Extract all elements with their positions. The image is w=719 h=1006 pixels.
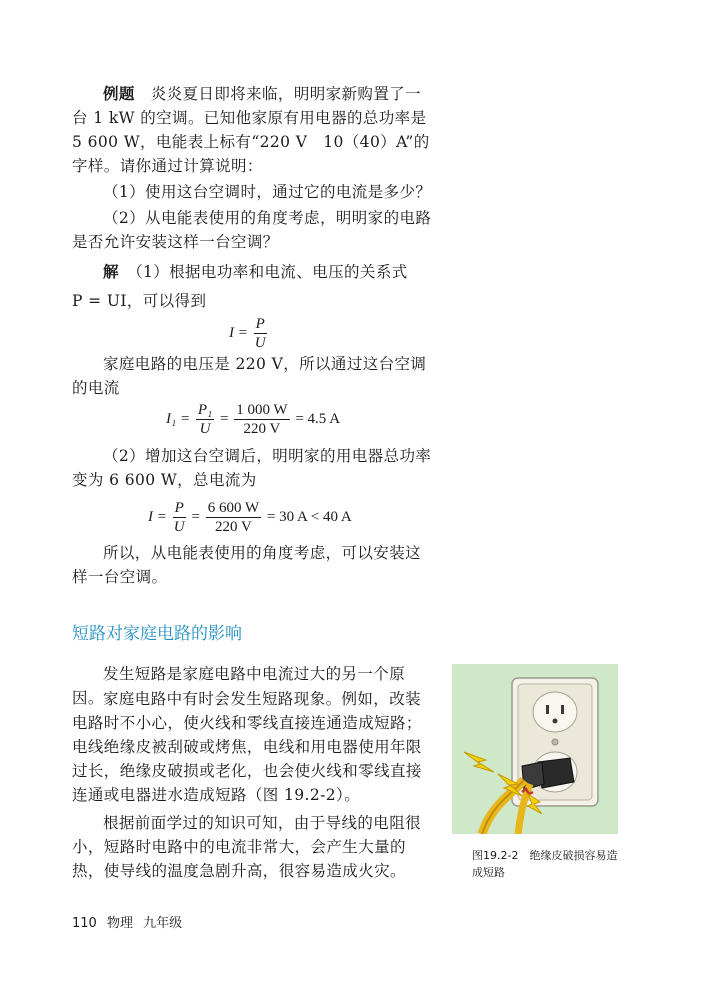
formula-i1 [166, 401, 340, 438]
solution-step-1b: P = UI，可以得到 [72, 292, 207, 310]
figure-caption: 图19.2-2 绝缘皮破损容易造成短路 [472, 849, 618, 879]
solution-label: 解 [103, 263, 119, 281]
solution-step-1 [72, 260, 432, 284]
page-number: 110 [72, 916, 97, 931]
example-label: 例题 [103, 85, 135, 103]
outlet-short-circuit-illustration [452, 664, 618, 834]
fraction-numerator: 1 000 W [236, 402, 288, 418]
fraction-denominator: U [254, 335, 266, 351]
section-heading: 短路对家庭电路的影响 [72, 624, 242, 644]
section-paragraph-3: 根据前面学过的知识可知，由于导线的电阻很小，短路时电路中的电流非常大，会产生大量的热，使导线的温度急剧升高，很容易造成火灾。 [72, 814, 422, 880]
formula-current [229, 315, 269, 352]
formula-result: = 4.5 A [295, 410, 341, 427]
solution-step-3: （2）增加这台空调后，明明家的用电器总功率变为 6 600 W，总电流为 [72, 447, 432, 489]
fraction-numerator: P₁ [197, 402, 213, 418]
fraction-denominator: U [173, 519, 185, 535]
fraction [206, 499, 261, 536]
fraction [196, 401, 214, 438]
fraction-denominator: 220 V [215, 519, 252, 535]
footer-grade: 九年级 [143, 916, 183, 931]
example-question-2: （2）从电能表使用的角度考虑，明明家的电路是否允许安装这样一台空调？ [72, 209, 432, 251]
solution-step-1-text: （1）根据电功率和电流、电压的关系式 [134, 263, 408, 281]
fraction-numerator: P [255, 316, 265, 332]
fraction [234, 401, 289, 438]
fraction-denominator: 220 V [243, 421, 281, 437]
fraction [173, 499, 186, 536]
formula-result: = 30 A < 40 A [266, 508, 352, 525]
formula-total-current [148, 499, 352, 536]
solution-step-2: 家庭电路的电压是 220 V，所以通过这台空调的电流 [72, 355, 427, 397]
section-paragraph-1: 发生短路是家庭电路中电流过大的另一个原因。 [72, 665, 406, 707]
fraction-denominator: U [199, 421, 211, 437]
page-footer [72, 912, 188, 931]
figure-outlet-illustration [452, 664, 618, 834]
formula-lhs: I = [229, 324, 248, 341]
fraction-numerator: P [174, 500, 184, 516]
example-question-1: （1）使用这台空调时，通过它的电流是多少？ [103, 183, 432, 201]
formula-lhs: I₁ = [166, 410, 191, 427]
example-paragraph [72, 82, 432, 178]
footer-subject: 物理 [106, 916, 133, 931]
fraction-numerator: 6 600 W [207, 500, 260, 516]
formula-lhs: I = [148, 508, 167, 525]
solution-conclusion: 所以，从电能表使用的角度考虑，可以安装这样一台空调。 [72, 544, 422, 586]
section-paragraph-2: 家庭电路中有时会发生短路现象。例如，改装电路时不小心，使火线和零线直接连通造成短路；电线绝缘皮被刮破或烤焦，电线和用电器使用年限过长，绝缘皮破损或老化，也会使火线和零线直接连通或电器进水造成短路（图 19.2-2）。 [72, 690, 422, 804]
fraction [254, 315, 267, 352]
formula-equals: = [191, 508, 201, 525]
formula-equals: = [219, 410, 229, 427]
example-intro: 炎炎夏日即将来临，明明家新购置了一台 1 kW 的空调。已知他家原有用电器的总功率是 5 600 W，电能表上标有“220 V 10（40）A”的字样。请你通过计算说明： [72, 85, 430, 175]
